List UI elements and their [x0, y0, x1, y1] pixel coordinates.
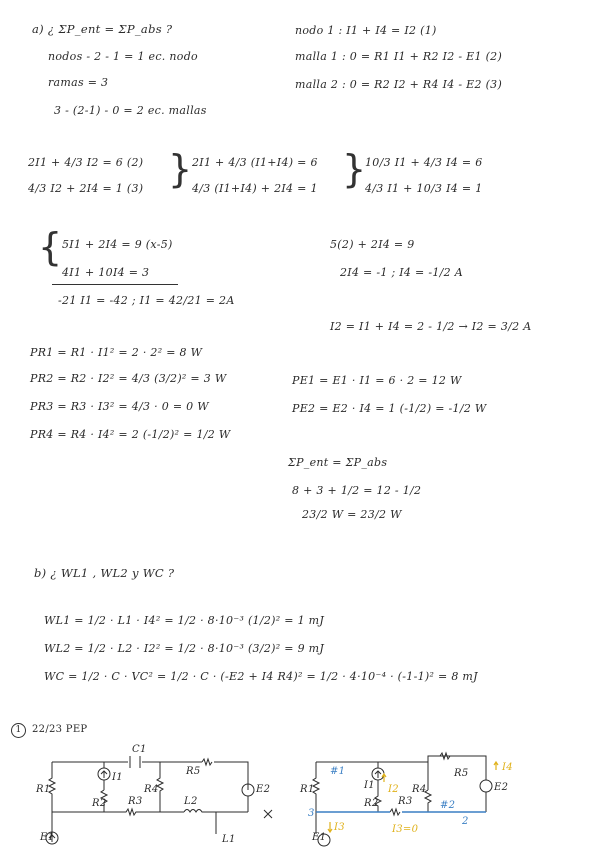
- label-r-r4: R4: [412, 784, 427, 795]
- label-r4: R4: [144, 784, 159, 795]
- balance-2: 8 + 3 + 1/2 = 12 - 1/2: [292, 484, 422, 497]
- label-r1: R1: [36, 784, 51, 795]
- label-r-e1: E1: [312, 832, 327, 843]
- label-node3: 3: [308, 808, 315, 819]
- system1-eq-b: 4/3 I2 + 2I4 = 1 (3): [28, 182, 144, 195]
- label-r3: R3: [128, 796, 143, 807]
- reduce-eq-2: 4I1 + 10I4 = 3: [62, 266, 150, 279]
- system2-eq-a: 2I1 + 4/3 (I1+I4) = 6: [192, 156, 318, 169]
- balance-3: 23/2 W = 23/2 W: [302, 508, 402, 521]
- label-r-e2: E2: [494, 782, 509, 793]
- left-circuit: [46, 756, 254, 844]
- label-r-r1: R1: [300, 784, 315, 795]
- energy-l2: WL2 = 1/2 · L2 · I2² = 1/2 · 8·10⁻³ (3/2)² = 9 mJ: [44, 642, 325, 655]
- power-r4: PR4 = R4 · I4² = 2 (-1/2)² = 1/2 W: [30, 428, 231, 441]
- system3-eq-b: 4/3 I1 + 10/3 I4 = 1: [365, 182, 483, 195]
- power-e2: PE2 = E2 · I4 = 1 (-1/2) = -1/2 W: [292, 402, 487, 415]
- label-mesh2: #2: [440, 800, 456, 811]
- label-c1: C1: [132, 744, 147, 755]
- energy-c: WC = 1/2 · C · VC² = 1/2 · C · (-E2 + I4 R4)² = 1/2 · 4·10⁻⁴ · (-1-1)² = 8 mJ: [44, 670, 478, 683]
- mesh2-equation: malla 2 : 0 = R2 I2 + R4 I4 - E2 (3): [295, 78, 503, 91]
- label-r-r2: R2: [364, 798, 379, 809]
- question-b: b) ¿ WL1 , WL2 y WC ?: [34, 566, 175, 580]
- right-circuit-yellow: [328, 762, 498, 832]
- label-r2: R2: [92, 798, 107, 809]
- label-r-i4: I4: [502, 762, 513, 773]
- label-l1: L1: [222, 834, 236, 845]
- solve-eq-1: 5(2) + 2I4 = 9: [330, 238, 415, 251]
- branches-count: ramas = 3: [48, 76, 109, 89]
- nodes-equation: nodos - 2 - 1 = 1 ec. nodo: [48, 50, 198, 63]
- label-e1: E1: [40, 832, 55, 843]
- power-r1: PR1 = R1 · I1² = 2 · 2² = 8 W: [30, 346, 203, 359]
- energy-l1: WL1 = 1/2 · L1 · I4² = 1/2 · 8·10⁻³ (1/2)² = 1 mJ: [44, 614, 325, 627]
- question-a: a) ¿ ΣP_ent = ΣP_abs ?: [32, 22, 173, 36]
- label-r-r3: R3: [398, 796, 413, 807]
- brace-1: }: [168, 147, 193, 191]
- solve-eq-2: 2I4 = -1 ; I4 = -1/2 A: [340, 266, 463, 279]
- node1-equation: nodo 1 : I1 + I4 = I2 (1): [295, 24, 437, 37]
- problem-number: 1: [11, 723, 26, 738]
- label-r-r5: R5: [454, 768, 469, 779]
- label-e2: E2: [256, 784, 271, 795]
- label-r-i1: I1: [364, 780, 375, 791]
- power-r3: PR3 = R3 · I3² = 4/3 · 0 = 0 W: [30, 400, 209, 413]
- reduce-eq-1: 5I1 + 2I4 = 9 (x-5): [62, 238, 173, 251]
- brace-3: {: [38, 225, 63, 269]
- reduce-result: -21 I1 = -42 ; I1 = 42/21 = 2A: [58, 294, 235, 307]
- system3-eq-a: 10/3 I1 + 4/3 I4 = 6: [365, 156, 483, 169]
- x-mark-text: [264, 810, 273, 821]
- power-e1: PE1 = E1 · I1 = 6 · 2 = 12 W: [292, 374, 462, 387]
- balance-1: ΣP_ent = ΣP_abs: [288, 456, 388, 469]
- mesh-count: 3 - (2-1) - 0 = 2 ec. mallas: [54, 104, 207, 117]
- label-node2: 2: [462, 816, 469, 827]
- problem-reference: 22/23 PEP: [32, 724, 88, 735]
- brace-2: }: [342, 147, 367, 191]
- mesh1-equation: malla 1 : 0 = R1 I1 + R2 I2 - E1 (2): [295, 50, 503, 63]
- system2-eq-b: 4/3 (I1+I4) + 2I4 = 1: [192, 182, 318, 195]
- system1-eq-a: 2I1 + 4/3 I2 = 6 (2): [28, 156, 144, 169]
- label-i3-zero: I3=0: [392, 824, 419, 835]
- label-r-i3: I3: [334, 822, 345, 833]
- power-r2: PR2 = R2 · I2² = 4/3 (3/2)² = 3 W: [30, 372, 227, 385]
- label-r5: R5: [186, 766, 201, 777]
- label-r-i2: I2: [388, 784, 399, 795]
- label-mesh1: #1: [330, 766, 346, 777]
- solve-eq-3: I2 = I1 + I4 = 2 - 1/2 → I2 = 3/2 A: [330, 320, 532, 333]
- label-l2: L2: [184, 796, 198, 807]
- label-i1: I1: [112, 772, 123, 783]
